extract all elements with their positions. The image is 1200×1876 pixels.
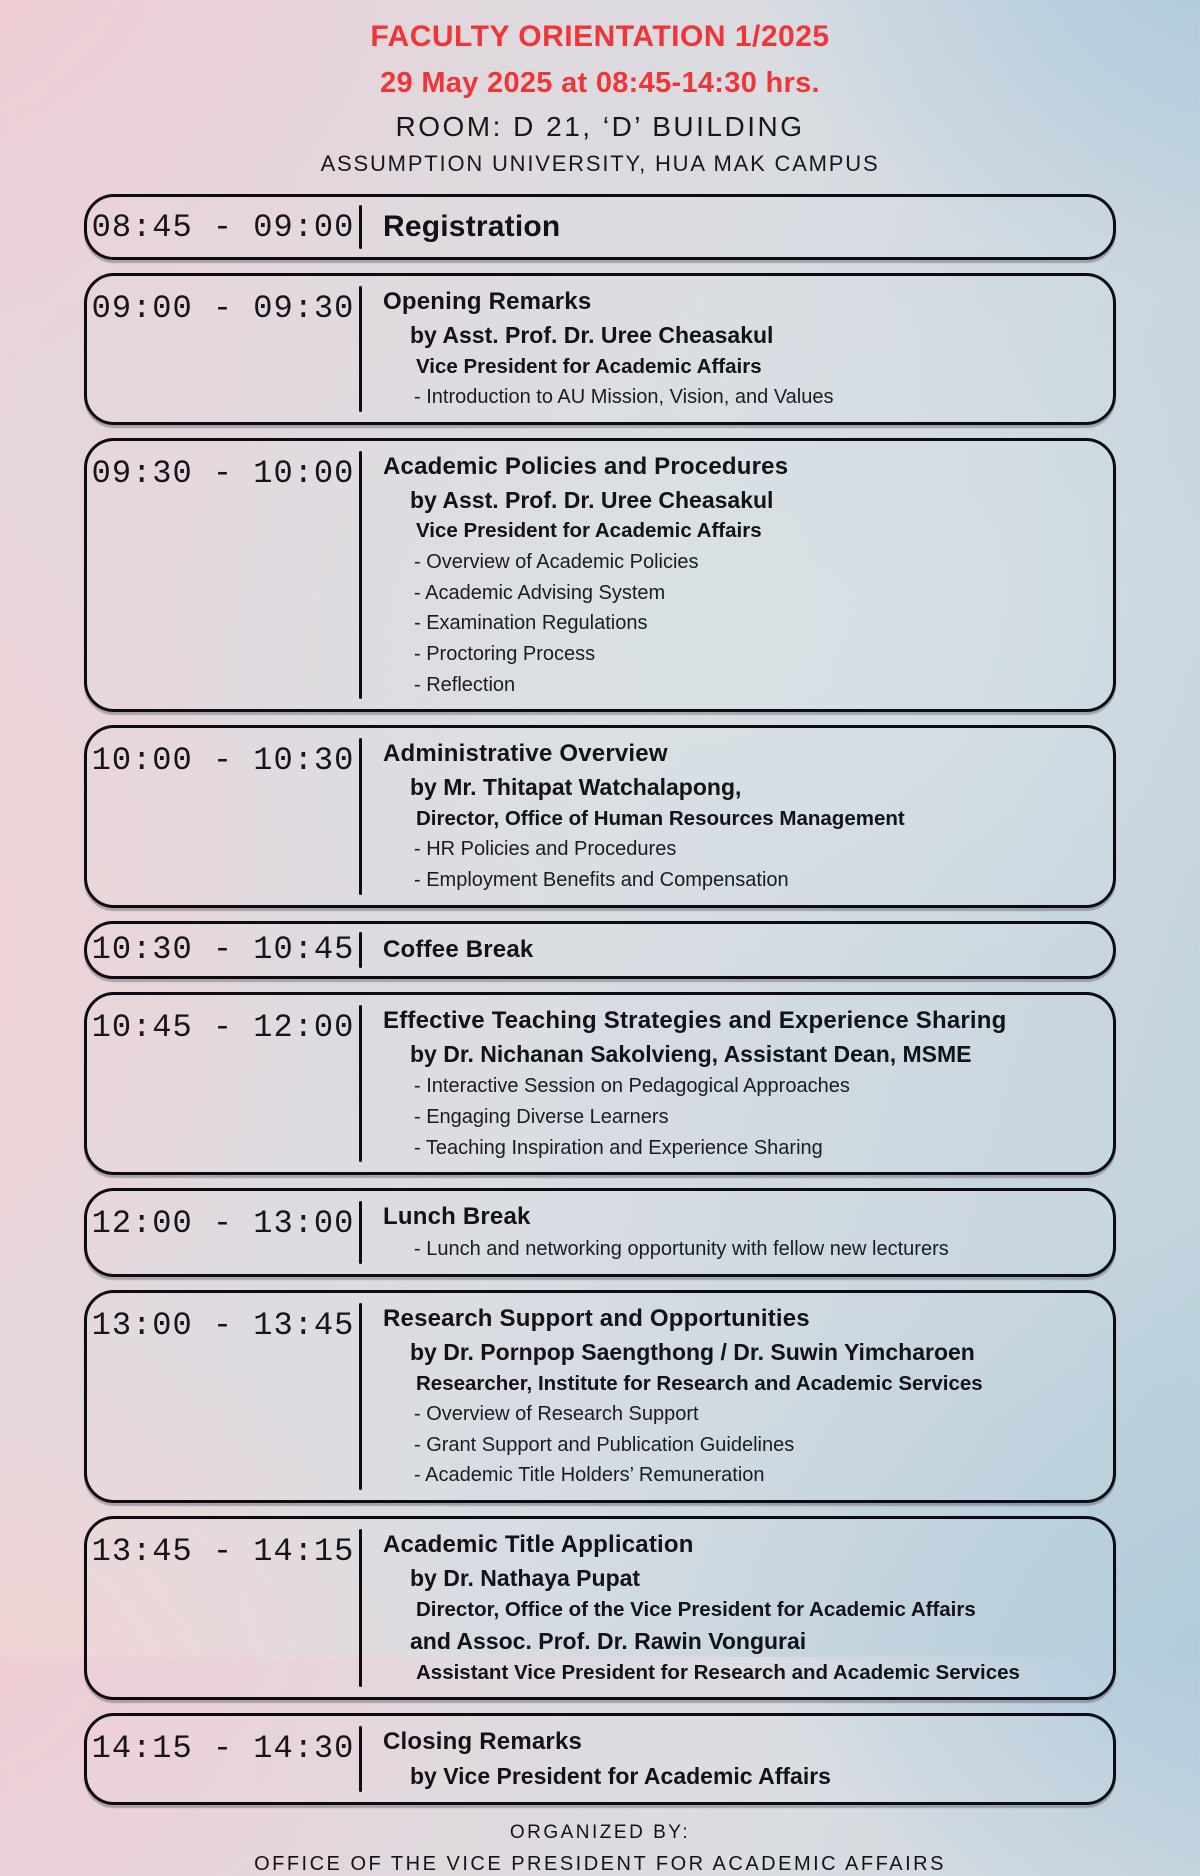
session-speaker: by Mr. Thitapat Watchalapong, [410,774,742,801]
speaker-role: Director, Office of the Vice President for Academic Affairs [416,1597,976,1621]
session-bullet: - Overview of Research Support [414,1403,699,1426]
event-datetime: 29 May 2025 at 08:45-14:30 hrs. [380,67,820,99]
schedule-item [84,725,1116,907]
time-range: 10:45 - 12:00 [91,1008,355,1046]
schedule-item [84,194,1116,260]
session-title: Academic Policies and Procedures [383,452,789,480]
time-range: 14:15 - 14:30 [91,1730,355,1768]
session-bullet: - Teaching Inspiration and Experience Sharing [414,1136,823,1159]
session-title: Academic Title Application [383,1530,694,1558]
time-column [87,1716,359,1802]
time-range: 09:00 - 09:30 [91,290,355,327]
session-title: Registration [383,210,561,243]
session-content [362,276,1113,422]
session-bullet: - Reflection [414,673,516,696]
time-range: 12:00 - 13:00 [91,1205,355,1243]
organized-by-label: ORGANIZED BY: [509,1821,691,1843]
session-content [362,197,1113,257]
time-column [87,1519,359,1697]
session-title: Lunch Break [383,1203,531,1231]
session-title: Closing Remarks [383,1728,583,1756]
event-campus: ASSUMPTION UNIVERSITY, HUA MAK CAMPUS [320,151,880,176]
session-content [362,1716,1113,1802]
session-speaker: by Vice President for Academic Affairs [410,1762,831,1789]
schedule-list [84,194,1116,1805]
session-speaker: by Dr. Pornpop Saengthong / Dr. Suwin Yimcharoen [410,1339,975,1366]
time-column [87,1293,359,1500]
session-bullet: - Examination Regulations [414,612,648,635]
time-column [87,924,359,976]
time-range: 13:45 - 14:15 [91,1532,355,1570]
session-content [362,995,1113,1172]
organizer-name: OFFICE OF THE VICE PRESIDENT FOR ACADEMIC AFFAIRS [254,1852,946,1875]
schedule-item [84,1290,1116,1503]
session-bullet: - Lunch and networking opportunity with fellow new lecturers [414,1238,949,1261]
speaker-role: Assistant Vice President for Research and Academic Services [416,1660,1020,1684]
session-bullet: - Proctoring Process [414,642,596,665]
header [0,20,1200,177]
schedule-item [84,1713,1116,1805]
time-column [87,276,359,422]
session-title: Research Support and Opportunities [383,1304,810,1332]
schedule-item [84,992,1116,1175]
session-title: Coffee Break [383,935,534,963]
session-speaker: by Asst. Prof. Dr. Uree Cheasakul [410,487,774,514]
schedule-item [84,438,1116,712]
schedule-item [84,921,1116,979]
session-content [362,728,1113,904]
time-column [87,995,359,1172]
schedule-item [84,1516,1116,1700]
time-range: 10:00 - 10:30 [91,742,355,780]
session-bullet: - Academic Title Holders’ Remuneration [414,1464,765,1487]
session-title: Opening Remarks [383,288,592,315]
time-column [87,728,359,904]
time-column [87,197,359,257]
session-speaker: by Dr. Nathaya Pupat [410,1565,641,1592]
session-bullet: - Employment Benefits and Compensation [414,868,789,891]
schedule-item [84,1188,1116,1277]
event-title: FACULTY ORIENTATION 1/2025 [370,20,830,53]
session-content [362,1293,1113,1500]
footer [0,1822,1200,1876]
time-column [87,441,359,709]
session-bullet: - Interactive Session on Pedagogical Approaches [414,1075,850,1098]
speaker-role: Vice President for Academic Affairs [416,519,762,543]
session-speaker: and Assoc. Prof. Dr. Rawin Vongurai [410,1628,807,1655]
time-range: 08:45 - 09:00 [91,208,355,246]
session-title: Effective Teaching Strategies and Experience Sharing [383,1006,1007,1034]
session-content [362,441,1113,709]
session-bullet: - Introduction to AU Mission, Vision, and Values [414,386,834,409]
session-content [362,1519,1113,1697]
session-bullet: - Overview of Academic Policies [414,551,699,574]
schedule-item [84,273,1116,425]
session-bullet: - Academic Advising System [414,581,666,604]
session-bullet: - HR Policies and Procedures [414,838,677,861]
time-range: 13:00 - 13:45 [91,1306,355,1344]
session-speaker: by Asst. Prof. Dr. Uree Cheasakul [410,322,774,349]
time-range: 10:30 - 10:45 [91,931,355,969]
session-speaker: by Dr. Nichanan Sakolvieng, Assistant Dean, MSME [410,1040,972,1067]
event-room: ROOM: D 21, ‘D’ BUILDING [395,111,805,142]
session-content [362,924,1113,976]
session-content [362,1191,1113,1274]
session-title: Administrative Overview [383,740,668,768]
time-range: 09:30 - 10:00 [91,454,355,492]
speaker-role: Vice President for Academic Affairs [416,354,762,378]
time-column [87,1191,359,1274]
session-bullet: - Grant Support and Publication Guidelines [414,1433,795,1456]
session-bullet: - Engaging Diverse Learners [414,1105,669,1128]
speaker-role: Researcher, Institute for Research and Academic Services [416,1371,983,1395]
speaker-role: Director, Office of Human Resources Management [416,806,905,830]
